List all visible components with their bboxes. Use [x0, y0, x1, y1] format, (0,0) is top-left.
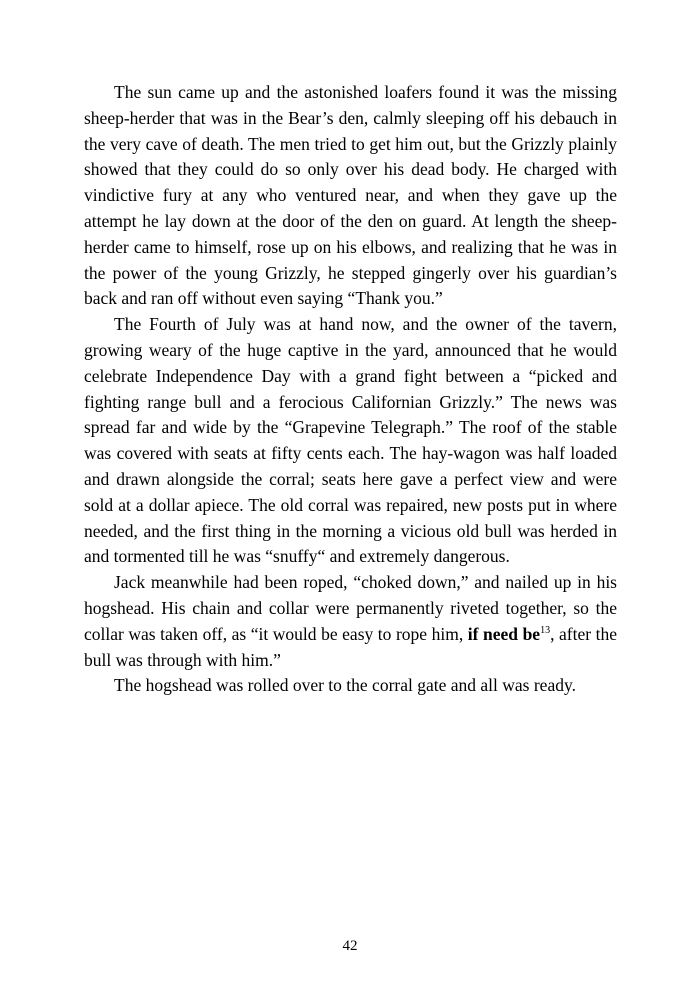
paragraph — [84, 80, 617, 312]
paragraph — [84, 570, 617, 673]
paragraph — [84, 673, 617, 699]
footnote-marker: 13 — [540, 624, 551, 636]
body-text: The hogshead was rolled over to the corral gate and all was ready. — [114, 675, 576, 696]
body-text: , after the bull was through with him.” — [84, 623, 617, 670]
paragraph — [84, 312, 617, 570]
page-number: 42 — [342, 938, 358, 954]
body-text: The sun came up and the astonished loafers found it was the missing sheep-herder that was in the Bear’s den, calmly sleeping off his debauch in the very cave of death. The men tried to get him out, but the Grizzly plainly showed that they could do so only over his dead body. He charged with vindictive fury at any who ventured near, and when they gave up the attempt he lay down at the door of the den on guard. At length the sheep-herder came to himself, rose up on his elbows, and realizing that he was in the power of the young Grizzly, he stepped gingerly over his guardian’s back and ran off without even saying “Thank you.” — [84, 82, 617, 309]
text-block — [84, 80, 617, 699]
body-text: The Fourth of July was at hand now, and the owner of the tavern, growing weary of the huge captive in the yard, announced that he would celebrate Independence Day with a grand fight between a “picked and fighting range bull and a ferocious Californian Grizzly.” The news was spread far and wide by the “Grapevine Telegraph.” The roof of the stable was covered with seats at fifty cents each. The hay-wagon was half loaded and drawn alongside the corral; seats here gave a perfect view and were sold at a dollar apiece. The old corral was repaired, new posts put in where needed, and the first thing in the morning a vicious old bull was herded in and tormented till he was “snuffy“ and extremely dangerous. — [84, 314, 617, 567]
body-text: Jack meanwhile had been roped, “choked down,” and nailed up in his hogshead. His chain and collar were permanently riveted together, so the collar was taken off, as “it would be easy to rope him, — [84, 572, 617, 644]
bold-text: if need be — [467, 623, 541, 644]
